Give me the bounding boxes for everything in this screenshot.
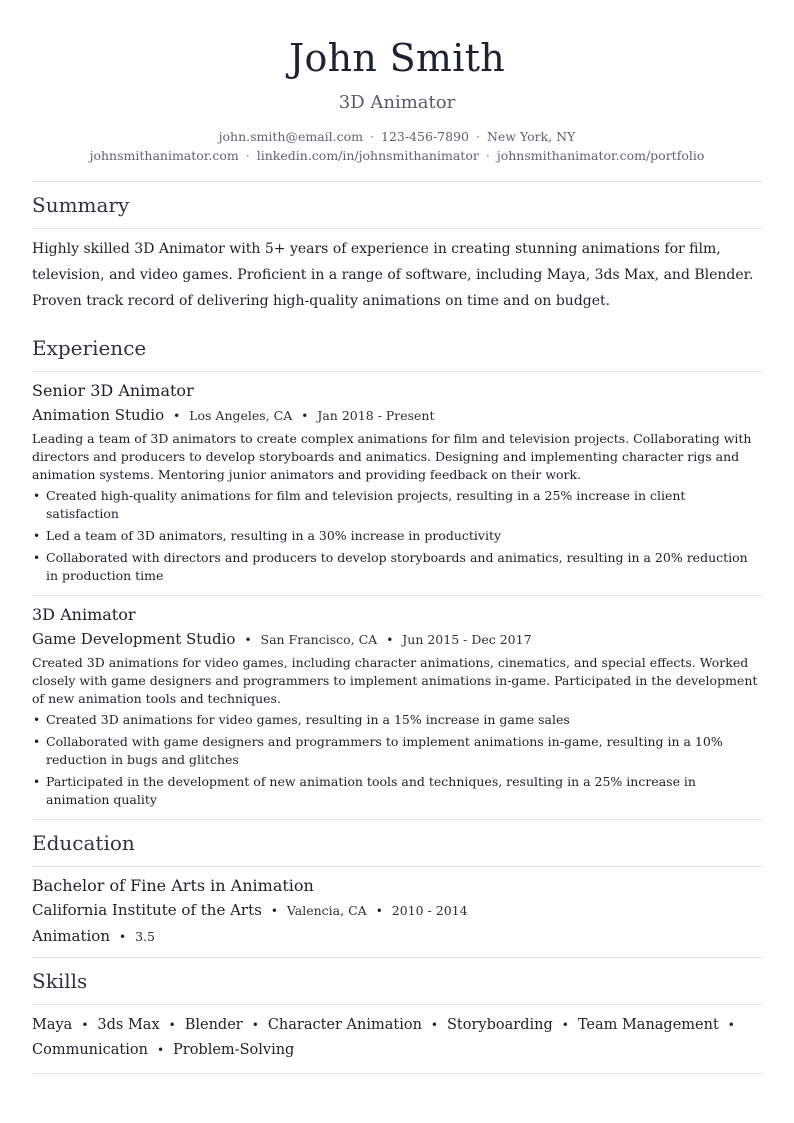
contact-row-primary: [32, 128, 762, 146]
separator: ·: [485, 148, 490, 163]
degree-title: Bachelor of Fine Arts in Animation: [32, 876, 314, 895]
job-meta: [32, 629, 762, 650]
bullet-icon: •: [33, 735, 41, 749]
skills-section: [32, 958, 762, 1074]
education-meta: [32, 900, 762, 921]
achievement-text: Participated in the development of new animation tools and techniques, resulting in a 25% increase in animation quality: [46, 774, 696, 807]
separator: ·: [370, 129, 374, 144]
meta-separator: •: [118, 930, 127, 944]
candidate-title: 3D Animator: [338, 92, 456, 113]
portfolio-link[interactable]: johnsmithanimator.com/portfolio: [496, 148, 705, 163]
experience-section: [32, 325, 762, 820]
job-description: Leading a team of 3D animators to create complex animations for film and television projects. Collaborating with directors and producers to develop storyboards and animatics. Designing and implementing character rigs and animation systems. Mentoring junior animators and providing feedback on their work.: [32, 431, 752, 482]
email-link[interactable]: john.smith@email.com: [218, 129, 364, 144]
achievement-text: Created 3D animations for video games, resulting in a 15% increase in game sales: [46, 712, 570, 727]
bullet-icon: •: [33, 551, 41, 565]
achievement-list: [32, 711, 762, 809]
meta-separator: •: [375, 904, 383, 918]
skill-separator: •: [251, 1018, 259, 1032]
job-title: Senior 3D Animator: [32, 381, 194, 400]
job-dates: Jan 2018 - Present: [317, 408, 435, 423]
achievement-text: Collaborated with game designers and programmers to implement animations in-game, resulting in a 10% reduction in bugs and glitches: [46, 734, 723, 767]
job-entry: [32, 596, 762, 820]
job-description: Created 3D animations for video games, including character animations, cinematics, and special effects. Worked closely with game designers and programmers to implement animations in-game. Participated in the development of new animation tools and techniques.: [32, 655, 758, 706]
meta-separator: •: [173, 409, 181, 423]
skills-list: [32, 1005, 762, 1073]
skill-separator: •: [168, 1018, 176, 1032]
skill-separator: •: [81, 1018, 89, 1032]
summary-text: Highly skilled 3D Animator with 5+ years of experience in creating stunning animations for film, television, and video games. Proficient in a range of software, including Maya, 3ds Max, and Blender. Proven track record of delivering high-quality animations on time and on budget.: [32, 241, 754, 309]
company-name: Animation Studio: [32, 406, 165, 424]
job-meta: [32, 405, 762, 426]
phone-number: 123-456-7890: [381, 129, 469, 144]
bullet-icon: •: [33, 489, 41, 503]
website-link[interactable]: johnsmithanimator.com: [89, 148, 239, 163]
candidate-name: John Smith: [288, 36, 506, 80]
section-divider: [32, 1073, 762, 1074]
linkedin-link[interactable]: linkedin.com/in/johnsmithanimator: [256, 148, 479, 163]
achievement-text: Collaborated with directors and producers to develop storyboards and animatics, resulting in a 20% reduction in production time: [46, 550, 748, 583]
achievement-text: Created high-quality animations for film and television projects, resulting in a 25% increase in client satisfaction: [46, 488, 686, 521]
education-dates: 2010 - 2014: [391, 903, 468, 918]
achievement-item: [32, 549, 762, 585]
section-heading: Skills: [32, 969, 88, 993]
section-heading: Education: [32, 831, 135, 855]
bullet-icon: •: [33, 713, 41, 727]
resume-header: [32, 0, 762, 165]
skill-separator: •: [156, 1043, 165, 1057]
section-heading: Summary: [32, 193, 130, 217]
education-section: [32, 820, 762, 958]
job-dates: Jun 2015 - Dec 2017: [402, 632, 532, 647]
skill-item: Storyboarding: [447, 1017, 553, 1033]
achievement-item: [32, 487, 762, 523]
skill-item: Blender: [184, 1017, 243, 1033]
achievement-item: [32, 527, 762, 545]
separator: ·: [475, 129, 480, 144]
job-entry: [32, 372, 762, 596]
bullet-icon: •: [33, 775, 41, 789]
school-location: Valencia, CA: [286, 903, 367, 918]
contact-row-links: [32, 147, 762, 165]
gpa-value: 3.5: [135, 929, 155, 944]
company-name: Game Development Studio: [32, 630, 236, 648]
skill-item: Problem-Solving: [173, 1042, 295, 1058]
meta-separator: •: [244, 633, 252, 647]
bullet-icon: •: [33, 529, 41, 543]
achievement-item: [32, 733, 762, 769]
meta-separator: •: [386, 633, 394, 647]
summary-section: [32, 182, 762, 325]
achievement-list: [32, 487, 762, 585]
achievement-text: Led a team of 3D animators, resulting in a 30% increase in productivity: [46, 528, 502, 543]
job-location: San Francisco, CA: [260, 632, 378, 647]
meta-separator: •: [270, 904, 278, 918]
skill-separator: •: [430, 1018, 438, 1032]
separator: ·: [245, 148, 250, 163]
skill-separator: •: [727, 1018, 735, 1032]
education-entry: [32, 867, 762, 957]
skill-item: 3ds Max: [97, 1017, 160, 1033]
location: New York, NY: [486, 129, 576, 144]
job-location: Los Angeles, CA: [189, 408, 293, 423]
skill-item: Character Animation: [267, 1017, 422, 1033]
skill-item: Team Management: [577, 1017, 719, 1033]
education-details: [32, 926, 762, 947]
skill-item: Maya: [32, 1017, 73, 1033]
achievement-item: [32, 773, 762, 809]
skill-separator: •: [561, 1018, 569, 1032]
job-title: 3D Animator: [32, 605, 136, 624]
section-heading: Experience: [32, 336, 147, 360]
school-name: California Institute of the Arts: [32, 901, 262, 919]
field-of-study: Animation: [32, 927, 110, 945]
skill-item: Communication: [32, 1042, 148, 1058]
achievement-item: [32, 711, 762, 729]
meta-separator: •: [301, 409, 309, 423]
